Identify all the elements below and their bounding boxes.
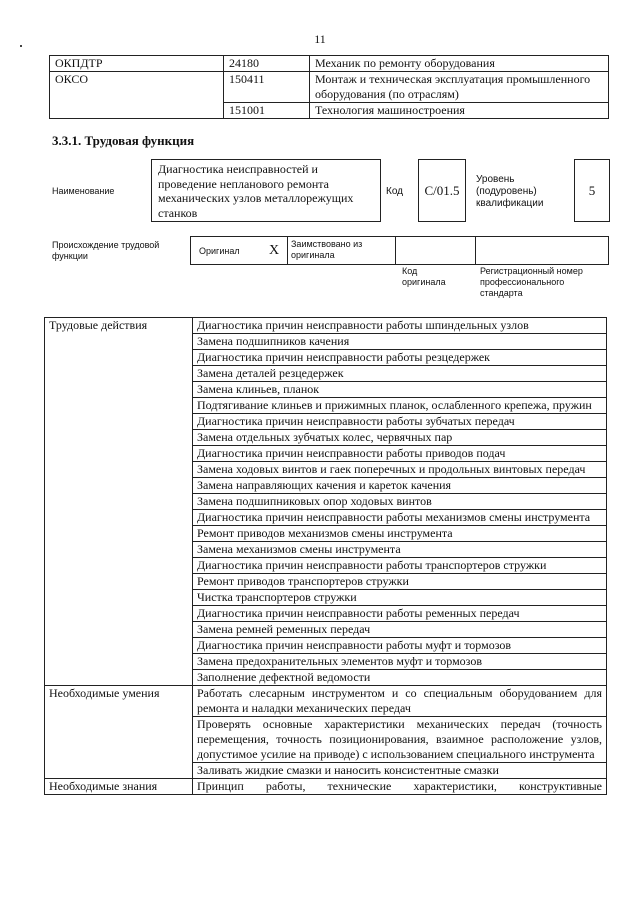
level-label: Уровень (подуровень) квалификации [476,174,544,209]
origin-label: Происхождение трудовой функции [52,240,160,261]
list-item: Замена механизмов смены инструмента [193,542,607,558]
list-item: Замена отдельных зубчатых колес, червячных пар [193,430,607,446]
function-name: Диагностика неисправностей и проведение непланового ремонта механических узлов металлорежущих станков [158,162,354,220]
borrowed-cell [287,237,396,264]
group-title: Необходимые умения [45,686,193,779]
page-number: 11 [314,32,326,46]
original-code-caption: Код оригинала [402,266,446,287]
table-row [50,56,609,72]
original-code-cell [395,237,476,264]
list-item: Чистка транспортеров стружки [193,590,607,606]
level-value: 5 [588,182,596,198]
table-row [45,318,607,334]
classifier-title: Технология машиностроения [310,103,609,119]
list-item: Замена ходовых винтов и гаек поперечных и продольных винтовых передач [193,462,607,478]
list-item: Заливать жидкие смазки и наносить консистентные смазки [193,763,607,779]
list-item: Заполнение дефектной ведомости [193,670,607,686]
list-item: Замена ремней ременных передач [193,622,607,638]
function-code-box [418,159,466,222]
list-item: Ремонт приводов транспортеров стружки [193,574,607,590]
level-box [574,159,610,222]
group-title: Трудовые действия [45,318,193,686]
list-item: Подтягивание клиньев и прижимных планок, ослабленного крепежа, пружин [193,398,607,414]
list-item: Диагностика причин неисправности работы резцедержек [193,350,607,366]
list-item: Замена направляющих качения и кареток качения [193,478,607,494]
list-item: Ремонт приводов механизмов смены инструмента [193,526,607,542]
classifier-code: 150411 [224,72,310,103]
classifier-title: Механик по ремонту оборудования [310,56,609,72]
list-item: Диагностика причин неисправности работы транспортеров стружки [193,558,607,574]
classifier-code: 24180 [224,56,310,72]
original-label: Оригинал [199,246,240,256]
reg-number-caption: Регистрационный номер профессионального стандарта [480,266,583,298]
scan-speck [20,45,22,47]
list-item: Замена подшипниковых опор ходовых винтов [193,494,607,510]
list-item: Диагностика причин неисправности работы ременных передач [193,606,607,622]
code-label: Код [386,186,404,197]
reg-number-cell [475,237,608,264]
name-label: Наименование [52,186,115,196]
classifier-name: ОКПДТР [50,56,224,72]
list-item: Замена клиньев, планок [193,382,607,398]
classifier-title: Монтаж и техническая эксплуатация промышленного оборудования (по отраслям) [310,72,609,103]
original-cell [191,237,288,264]
list-item: Диагностика причин неисправности работы зубчатых передач [193,414,607,430]
classifier-code: 151001 [224,103,310,119]
list-item: Замена подшипников качения [193,334,607,350]
function-name-box [151,159,381,222]
classifier-name: ОКСО [50,72,224,119]
borrowed-label: Заимствовано из оригинала [291,239,363,260]
list-item: Диагностика причин неисправности работы механизмов смены инструмента [193,510,607,526]
origin-row [190,236,609,265]
function-code: С/01.5 [424,182,460,198]
list-item: Замена деталей резцедержек [193,366,607,382]
table-row [50,72,609,103]
section-title: 3.3.1. Трудовая функция [52,133,195,148]
table-row [45,686,607,717]
classifier-table [49,55,609,119]
function-details-table [44,317,607,795]
list-item: Замена предохранительных элементов муфт и тормозов [193,654,607,670]
table-row [45,779,607,795]
list-item: Диагностика причин неисправности работы муфт и тормозов [193,638,607,654]
list-item: Работать слесарным инструментом и со специальным оборудованием для ремонта и наладки механических передач [193,686,607,717]
group-title: Необходимые знания [45,779,193,795]
original-mark: X [269,243,280,258]
list-item: Проверять основные характеристики механических передач (точность перемещения, точность позиционирования, взаимное расположение узлов, допустимое усилие на приводе) с использованием специального инструмента [193,717,607,763]
list-item: Диагностика причин неисправности работы приводов подач [193,446,607,462]
list-item: Диагностика причин неисправности работы шпиндельных узлов [193,318,607,334]
list-item: Принцип работы, технические характеристики, конструктивные [193,779,607,795]
